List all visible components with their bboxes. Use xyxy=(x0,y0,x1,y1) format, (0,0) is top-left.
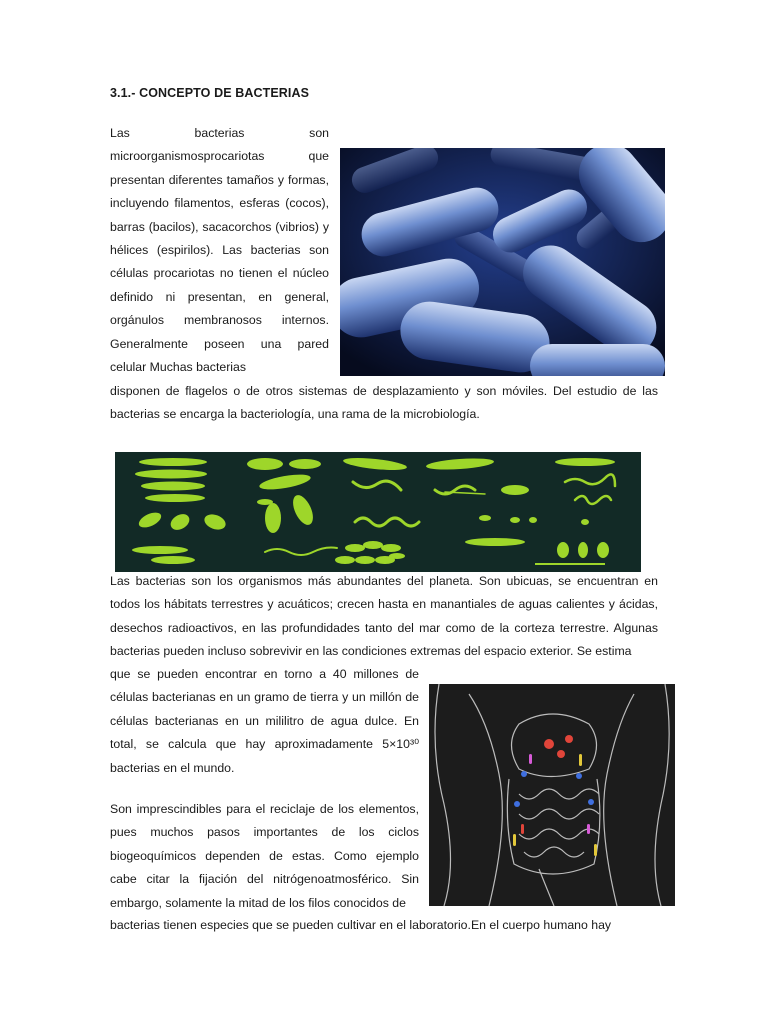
bacteria-shapes-illustration xyxy=(115,452,641,572)
paragraph-estimate: que se pueden encontrar en torno a 40 millones de células bacterianas en un gramo de tierra y un millón de células bacterianas en un mililitro de agua dulce. En total, se calcula que hay aproximadamente 5×10³⁰ bacterias en el mundo. xyxy=(110,667,419,775)
paragraph-recycling-continued: bacterias tienen especies que se pueden cultivar en el laboratorio.En el cuerpo humano hay xyxy=(110,918,612,932)
paragraph-intro-continued: disponen de flagelos o de otros sistemas de desplazamiento y son móviles. Del estudio de las bacterias se encarga la bacteriología, una rama de la microbiología. xyxy=(110,384,658,422)
paragraph-recycling: Son imprescindibles para el reciclaje de los elementos, pues muchos pasos importantes de los ciclos biogeoquímicos dependen de estas. Como ejemplo cabe citar la fijación del nitrógenoatmosférico. Sin embargo, solamente la mitad de los filos conocidos de xyxy=(110,802,419,910)
paragraph-abundance: Las bacterias son los organismos más abundantes del planeta. Son ubicuas, se encuentran en todos los hábitats terrestres y acuáticos; crecen hasta en manantiales de aguas calientes y ácidas, desechos radioactivos, en las profundidades tanto del mar como de la corteza terrestre. Algunas bacterias pueden incluso sobrevivir en las condiciones extremas del espacio exterior. Se estima xyxy=(110,574,658,659)
section-heading: 3.1.- CONCEPTO DE BACTERIAS xyxy=(110,86,310,100)
bacteria-microscopy-image xyxy=(340,148,665,376)
human-gut-bacteria-image xyxy=(429,684,675,906)
paragraph-intro-left: Las bacterias son microorganismosprocariotas que presentan diferentes tamaños y formas, incluyendo filamentos, esferas (cocos), barras (bacilos), sacacorchos (vibrios) y hélices (espirilos). Las bacterias son células procariotas no tienen el núcleo definido ni presentan, en general, orgánulos membranosos internos. Generalmente poseen una pared celular Muchas bacterias xyxy=(110,126,329,375)
